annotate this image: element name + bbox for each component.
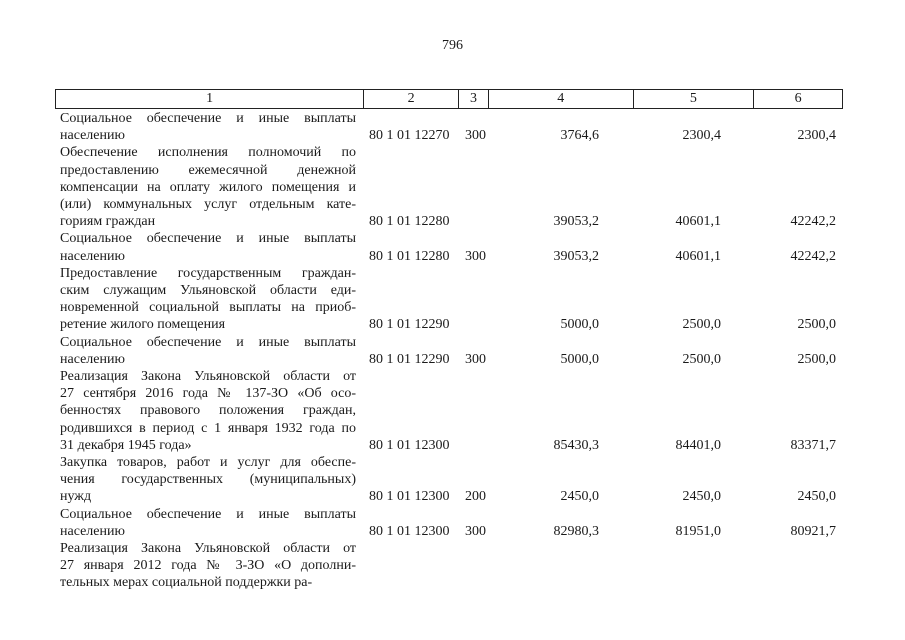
header-col-1: 1 [56,90,364,108]
header-col-5: 5 [634,90,755,108]
description-line: 27 января 2012 года № 3-ЗО «О дополни- [60,558,356,574]
row-description [60,454,356,506]
row-description [60,506,356,540]
description-line: ретение жилого помещения [60,317,226,333]
table-row [0,144,905,230]
description-line: Социальное обеспечение и иные выплаты [60,506,356,522]
description-line: бенностях правового положения граждан, [60,403,356,419]
row-description [60,230,356,264]
budget-code: 80 1 01 12280 [369,214,450,230]
description-line: тельных мерах социальной поддержки ра- [60,575,313,591]
budget-code: 80 1 01 12290 [369,317,450,333]
expense-type: 300 [465,248,486,264]
amount-col-6: 83371,7 [790,437,836,453]
description-line: населению [60,523,125,539]
table-row [0,540,905,592]
amount-col-4: 5000,0 [560,351,599,367]
amount-col-6: 2450,0 [797,489,836,505]
amount-col-5: 2300,4 [682,128,721,144]
row-description [60,540,356,592]
amount-col-4: 3764,6 [560,128,599,144]
description-line: населению [60,128,125,144]
row-description [60,368,356,454]
description-line: населению [60,351,125,367]
row-description [60,265,356,334]
amount-col-6: 80921,7 [790,523,836,539]
description-line: предоставлению ежемесячной денежной [60,162,356,178]
description-line: родившихся в период с 1 января 1932 года по [60,420,356,436]
amount-col-4: 2450,0 [560,489,599,505]
table-row [0,454,905,506]
description-line: Социальное обеспечение и иные выплаты [60,231,356,247]
description-line: ским служащим Ульяновской области еди- [60,283,356,299]
table-row [0,506,905,540]
amount-col-6: 42242,2 [790,214,836,230]
amount-col-5: 84401,0 [675,437,721,453]
description-line: Предоставление государственным граждан- [60,265,356,281]
expense-type: 300 [465,128,486,144]
table-body [0,110,905,592]
amount-col-4: 39053,2 [553,248,599,264]
header-col-6: 6 [794,91,802,106]
amount-col-5: 2450,0 [682,489,721,505]
header-col-4: 4 [489,90,634,108]
description-line: (или) коммунальных услуг отдельным кате- [60,197,356,213]
amount-col-5: 81951,0 [675,523,721,539]
description-line: гориям граждан [60,214,156,230]
description-line: новременной социальной выплаты на приоб- [60,300,356,316]
amount-col-5: 40601,1 [675,248,721,264]
description-line: Реализация Закона Ульяновской области от [60,369,356,385]
amount-col-6: 42242,2 [790,248,836,264]
budget-code: 80 1 01 12300 [369,523,450,539]
budget-code: 80 1 01 12300 [369,489,450,505]
description-line: Закупка товаров, работ и услуг для обеспе- [60,455,356,471]
page-number: 796 [442,38,463,53]
amount-col-4: 82980,3 [553,523,599,539]
amount-col-6: 2300,4 [797,128,836,144]
budget-code: 80 1 01 12290 [369,351,450,367]
budget-code: 80 1 01 12300 [369,437,450,453]
description-line: чения государственных (муниципальных) [60,472,356,488]
description-line: нужд [60,489,92,505]
description-line: населению [60,248,125,264]
amount-col-4: 5000,0 [560,317,599,333]
expense-type: 300 [465,351,486,367]
amount-col-5: 2500,0 [682,351,721,367]
description-line: Обеспечение исполнения полномочий по [60,145,356,161]
header-col-2: 2 [364,90,459,108]
header-col-3: 3 [459,90,489,108]
amount-col-5: 40601,1 [675,214,721,230]
budget-code: 80 1 01 12280 [369,248,450,264]
table-header [55,89,843,109]
description-line: 31 декабря 1945 года» [60,437,192,453]
table-row [0,334,905,368]
amount-col-6: 2500,0 [797,317,836,333]
row-description [60,334,356,368]
amount-col-6: 2500,0 [797,351,836,367]
table-row [0,368,905,454]
table-row [0,265,905,334]
description-line: Социальное обеспечение и иные выплаты [60,334,356,350]
row-description [60,144,356,230]
row-description [60,110,356,144]
amount-col-4: 85430,3 [553,437,599,453]
description-line: Социальное обеспечение и иные выплаты [60,111,356,126]
description-line: 27 сентября 2016 года № 137-ЗО «Об осо- [60,386,356,402]
budget-code: 80 1 01 12270 [369,128,450,144]
expense-type: 200 [465,489,486,505]
description-line: Реализация Закона Ульяновской области от [60,541,356,557]
table-row [0,230,905,264]
table-row [0,110,905,144]
amount-col-5: 2500,0 [682,317,721,333]
expense-type: 300 [465,523,486,539]
description-line: компенсации на оплату жилого помещения и [60,179,356,195]
amount-col-4: 39053,2 [553,214,599,230]
